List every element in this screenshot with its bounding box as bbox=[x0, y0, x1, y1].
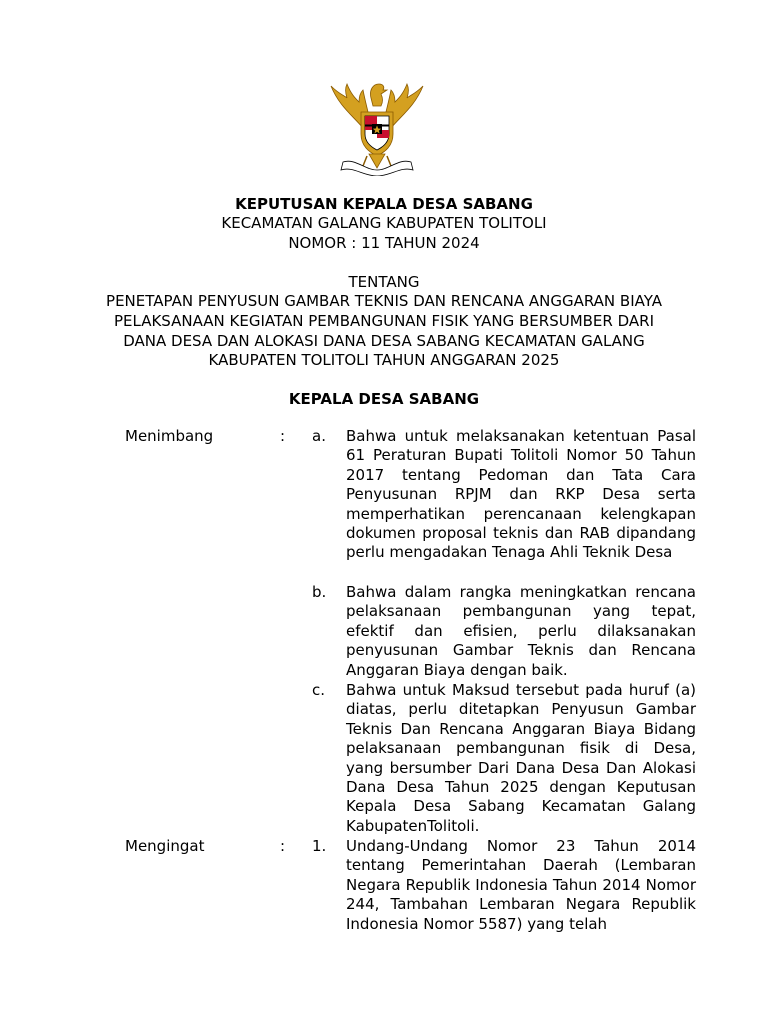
item-marker: 1. bbox=[312, 837, 327, 855]
garuda-pancasila-emblem bbox=[325, 76, 429, 176]
decree-title: KEPUTUSAN KEPALA DESA SABANG bbox=[235, 195, 533, 213]
subject-line: PELAKSANAAN KEGIATAN PEMBANGUNAN FISIK YANG BERSUMBER DARI bbox=[113, 312, 654, 330]
decree-number: NOMOR : 11 TAHUN 2024 bbox=[288, 234, 480, 252]
tentang-label: TENTANG bbox=[348, 273, 420, 291]
menimbang-item-b: Bahwa dalam rangka meningkatkan rencana pelaksanaan pembangunan yang tepat, efektif dan efisien, perlu dilaksanakan penyusunan Gambar Teknis dan Rencana Anggaran Biaya dengan baik. bbox=[346, 583, 696, 679]
item-marker: c. bbox=[312, 681, 326, 699]
subject-line: KABUPATEN TOLITOLI TAHUN ANGGARAN 2025 bbox=[208, 351, 560, 369]
subject-line: PENETAPAN PENYUSUN GAMBAR TEKNIS DAN RENCANA ANGGARAN BIAYA bbox=[106, 292, 662, 310]
section-label-mengingat: Mengingat bbox=[125, 837, 205, 855]
official-title: KEPALA DESA SABANG bbox=[288, 390, 480, 408]
item-marker: a. bbox=[312, 427, 326, 445]
mengingat-item-1: Undang-Undang Nomor 23 Tahun 2014 tentang Pemerintahan Daerah (Lembaran Negara Republik Indonesia Tahun 2014 Nomor 244, Tambahan Lembaran Negara Republik Indonesia Nomor 5587) yang telah bbox=[346, 837, 696, 933]
subject-line: DANA DESA DAN ALOKASI DANA DESA SABANG KECAMATAN GALANG bbox=[123, 332, 645, 350]
section-label-menimbang: Menimbang bbox=[125, 427, 214, 445]
section-colon: : bbox=[280, 837, 286, 855]
item-marker: b. bbox=[312, 583, 327, 601]
section-colon: : bbox=[280, 427, 286, 445]
decree-subtitle: KECAMATAN GALANG KABUPATEN TOLITOLI bbox=[221, 214, 547, 232]
menimbang-item-c: Bahwa untuk Maksud tersebut pada huruf (a) diatas, perlu ditetapkan Penyusun Gambar Teknis Dan Rencana Anggaran Biaya Bidang pelaksanaan pembangunan fisik di Desa, yang bersumber Dari Dana Desa Dan Alokasi Dana Desa Tahun 2025 dengan Keputusan Kepala Desa Sabang Kecamatan Galang KabupatenTolitoli. bbox=[346, 681, 696, 835]
menimbang-item-a: Bahwa untuk melaksanakan ketentuan Pasal 61 Peraturan Bupati Tolitoli Nomor 50 Tahun 2017 tentang Pedoman dan Tata Cara Penyusunan RPJM dan RKP Desa serta memperhatikan perencanaan kelengkapan dokumen proposal teknis dan RAB dipandang perlu mengadakan Tenaga Ahli Teknik Desa bbox=[346, 427, 696, 562]
